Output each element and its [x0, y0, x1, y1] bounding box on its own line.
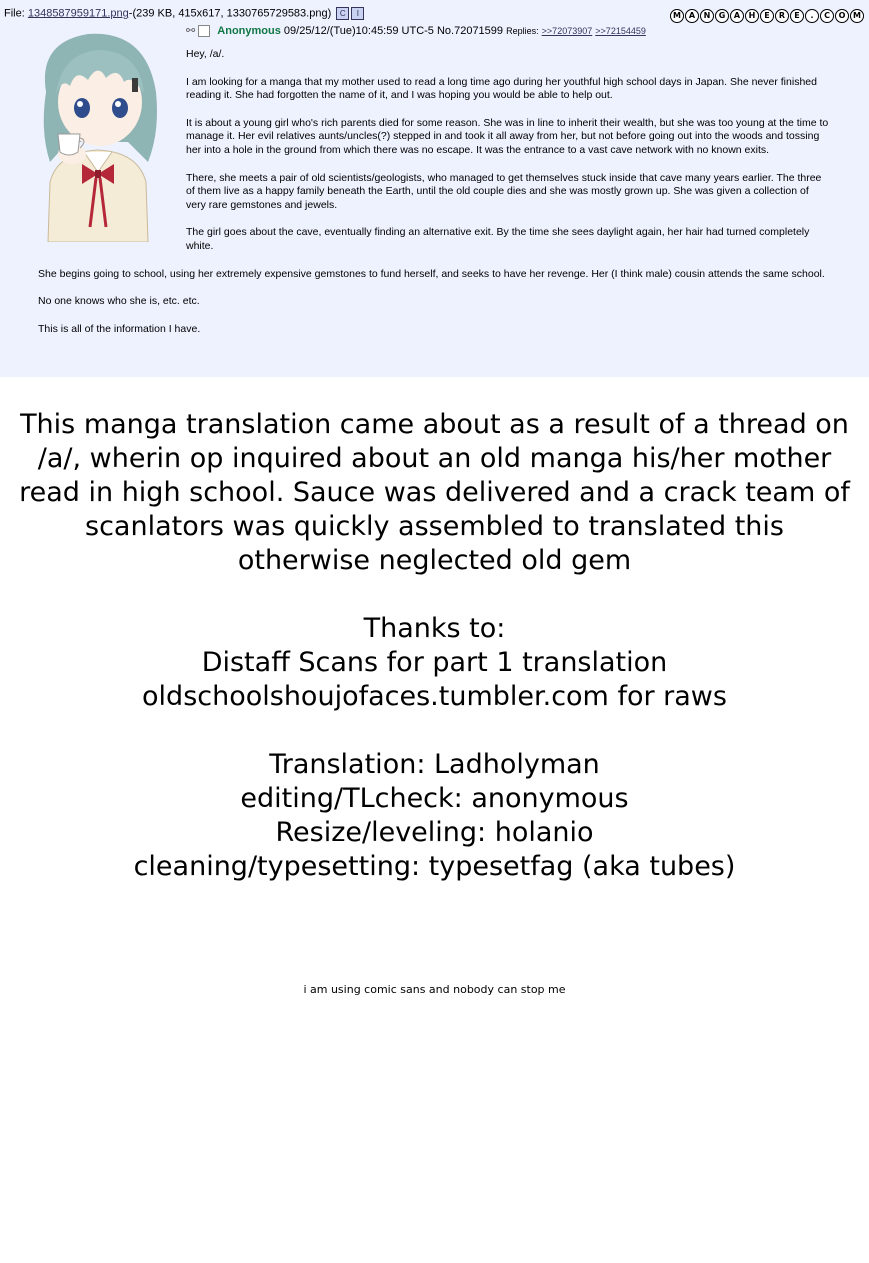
logo-letter: A — [685, 9, 699, 23]
thanks-line: Thanks to: — [363, 613, 506, 644]
post-paragraph: This is all of the information I have. — [38, 322, 201, 335]
staff-line: Resize/leveling: holanio — [275, 817, 594, 848]
reply-link-1[interactable]: >>72073907 — [541, 26, 593, 36]
logo-letter: H — [745, 9, 759, 23]
forum-post — [0, 0, 869, 377]
intro-line: scanlators was quickly assembled to translated this — [85, 511, 784, 542]
staff-line: editing/TLcheck: anonymous — [240, 783, 629, 814]
staff-line: Translation: Ladholyman — [269, 749, 600, 780]
post-select-checkbox[interactable] — [198, 25, 210, 37]
credits-block — [0, 408, 869, 884]
spacer — [0, 578, 869, 612]
thanks-line: Distaff Scans for part 1 translation — [201, 647, 668, 678]
post-paragraph: There, she meets a pair of old scientists/geologists, who managed to get themselves stuck inside that cave many years earlier. The three of them live as a happy family beneath the Earth, until the old couple dies and she was mostly grown up. She was given a collection of very rare gemstones and jewels. — [186, 171, 822, 211]
logo-letter: M — [850, 9, 864, 23]
logo-letter: E — [760, 9, 774, 23]
file-icon-i[interactable]: I — [351, 7, 364, 20]
replies-label: Replies: — [506, 26, 539, 36]
staff-line: cleaning/typesetting: typesetfag (aka tubes) — [133, 851, 736, 882]
logo-letter: E — [790, 9, 804, 23]
intro-line: read in high school. Sauce was delivered and a crack team of — [19, 477, 850, 508]
intro-line: otherwise neglected old gem — [237, 545, 632, 576]
logo-letter: . — [805, 9, 819, 23]
logo-letter: G — [715, 9, 729, 23]
file-meta: -(239 KB, 415x617, 1330765729583.png) — [128, 7, 332, 20]
file-link[interactable]: 1348587959171.png — [27, 7, 129, 20]
thanks-line: oldschoolshoujofaces.tumbler.com for raws — [142, 681, 727, 712]
post-paragraph: It is about a young girl who's rich parents died for some reason. She was in line to inherit their wealth, but she was too young at the time to manage it. Her evil relatives aunts/uncles(?) stepped in and took it all away from her, but not before going out into the woods and tossing her into a hole in the ground from which there was no escape. It was the entrance to a vast cave network with no known exits. — [186, 116, 829, 156]
logo-letter: O — [835, 9, 849, 23]
poster-name: Anonymous — [217, 25, 281, 37]
post-paragraph: The girl goes about the cave, eventually finding an alternative exit. By the time she sees daylight again, her hair had turned completely white. — [186, 226, 810, 252]
post-datetime-number: 09/25/12/(Tue)10:45:59 UTC-5 No.72071599 — [283, 25, 504, 37]
mangahere-logo — [670, 9, 864, 23]
post-header — [186, 24, 646, 37]
logo-letter: N — [700, 9, 714, 23]
post-paragraph: I am looking for a manga that my mother used to read a long time ago during her youthful high school days in Japan. She never finished reading it. She had forgotten the name of it, and I was hoping you would be able to help out. — [186, 75, 817, 102]
file-icon-c[interactable]: C — [336, 7, 349, 20]
logo-letter: M — [670, 9, 684, 23]
intro-line: This manga translation came about as a result of a thread on — [20, 409, 849, 440]
file-label: File: — [4, 7, 28, 20]
spacer — [0, 714, 869, 748]
logo-letter: R — [775, 9, 789, 23]
thumbnail-spacer — [38, 48, 186, 248]
logo-letter: C — [820, 9, 834, 23]
replies — [506, 25, 646, 37]
footnote: i am using comic sans and nobody can stop me — [303, 983, 566, 996]
post-paragraph: No one knows who she is, etc. etc. — [38, 295, 200, 308]
post-paragraph: She begins going to school, using her extremely expensive gemstones to fund herself, and seeks to have her revenge. Her (I think male) cousin attends the same school. — [38, 267, 825, 280]
link-icon[interactable]: ⚯ — [186, 25, 196, 37]
logo-letter: A — [730, 9, 744, 23]
post-paragraph: Hey, /a/. — [186, 48, 225, 60]
intro-line: /a/, wherin op inquired about an old manga his/her mother — [37, 443, 832, 474]
reply-link-2[interactable]: >>72154459 — [595, 26, 646, 36]
post-body — [38, 48, 830, 336]
file-info — [4, 7, 364, 20]
